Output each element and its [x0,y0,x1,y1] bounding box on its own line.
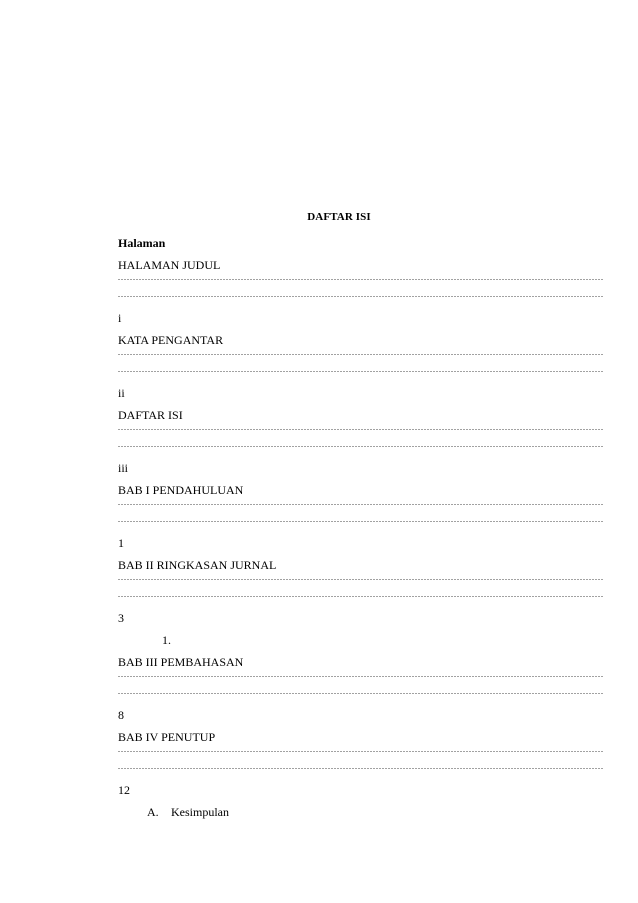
sub-item-marker: A. [147,805,159,819]
toc-entry-label: BAB III PEMBAHASAN [118,655,244,669]
toc-entry-page: 8 [118,708,124,722]
column-header: Halaman [118,236,166,250]
toc-entry-page: i [118,311,122,325]
toc-entry-page: 1 [118,536,124,550]
leader-dots: .................................................................................................................................................................. [118,515,604,524]
sub-item-text: Kesimpulan [171,805,229,819]
toc-entry-label: BAB II RINGKASAN JURNAL [118,558,277,572]
leader-dots: .................................................................................................................................................................. [118,423,604,432]
leader-dots: .................................................................................................................................................................. [118,573,604,582]
toc-entry-label: KATA PENGANTAR [118,333,224,347]
leader-dots: .................................................................................................................................................................. [118,762,604,771]
toc-entry-page: iii [118,461,129,475]
toc-entry-label: DAFTAR ISI [118,408,183,422]
toc-entry-label: HALAMAN JUDUL [118,258,221,272]
leader-dots: .................................................................................................................................................................. [118,273,604,282]
leader-dots: .................................................................................................................................................................. [118,670,604,679]
sub-item-marker: 1. [162,633,171,647]
leader-dots: .................................................................................................................................................................. [118,348,604,357]
leader-dots: .................................................................................................................................................................. [118,498,604,507]
leader-dots: .................................................................................................................................................................. [118,687,604,696]
leader-dots: .................................................................................................................................................................. [118,440,604,449]
toc-entry-label: BAB IV PENUTUP [118,730,216,744]
toc-entry-page: 3 [118,611,124,625]
leader-dots: .................................................................................................................................................................. [118,590,604,599]
leader-dots: .................................................................................................................................................................. [118,365,604,374]
leader-dots: .................................................................................................................................................................. [118,745,604,754]
toc-entry-page: 12 [118,783,130,797]
page-title: DAFTAR ISI [307,211,371,223]
leader-dots: .................................................................................................................................................................. [118,290,604,299]
toc-entry-page: ii [118,386,125,400]
toc-entry-label: BAB I PENDAHULUAN [118,483,244,497]
